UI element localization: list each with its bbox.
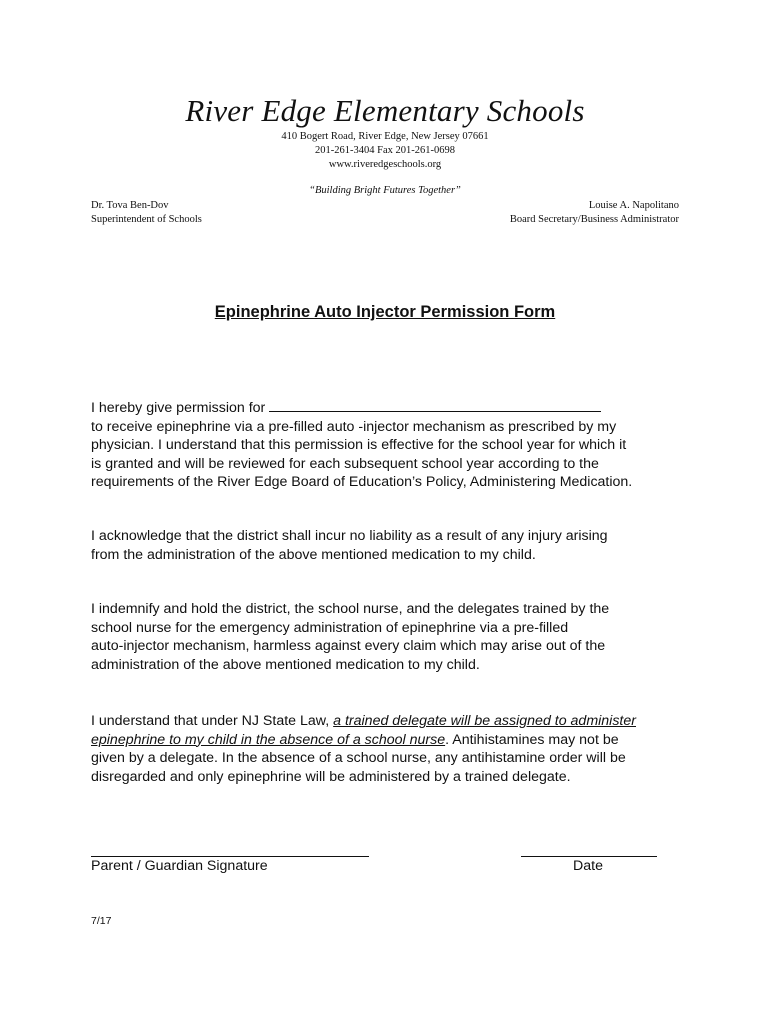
superintendent-title: Superintendent of Schools bbox=[91, 214, 202, 225]
paragraph-line: I indemnify and hold the district, the school nurse, and the delegates trained by the bbox=[91, 601, 610, 617]
paragraph-line bbox=[91, 731, 691, 750]
paragraph-line: I acknowledge that the district shall incur no liability as a result of any injury arising bbox=[91, 528, 608, 544]
form-title: Epinephrine Auto Injector Permission Form bbox=[214, 303, 556, 321]
school-website[interactable]: www.riveredgeschools.org bbox=[328, 159, 442, 170]
paragraph-line: to receive epinephrine via a pre-filled auto -injector mechanism as prescribed by my bbox=[91, 418, 617, 435]
liability-paragraph bbox=[91, 527, 691, 564]
paragraph-line: auto-injector mechanism, harmless against every claim which may arise out of the bbox=[91, 638, 606, 654]
school-name: River Edge Elementary Schools bbox=[185, 93, 585, 128]
parent-signature-label: Parent / Guardian Signature bbox=[91, 858, 268, 874]
form-revision-code: 7/17 bbox=[91, 915, 112, 927]
antihistamine-text: . Antihistamines may not be bbox=[445, 731, 619, 748]
child-name-field[interactable] bbox=[269, 398, 601, 412]
parent-signature-field[interactable] bbox=[91, 856, 369, 857]
date-field[interactable] bbox=[521, 856, 657, 857]
school-address: 410 Bogert Road, River Edge, New Jersey 07661 bbox=[281, 131, 489, 142]
paragraph-line: requirements of the River Edge Board of Education’s Policy, Administering Medication. bbox=[91, 474, 633, 490]
delegate-paragraph bbox=[91, 712, 691, 786]
permission-paragraph bbox=[91, 398, 691, 492]
paragraph-line: administration of the above mentioned medication to my child. bbox=[91, 656, 480, 673]
indemnify-paragraph bbox=[91, 600, 691, 674]
permission-lead-line bbox=[91, 398, 691, 418]
business-administrator-title: Board Secretary/Business Administrator bbox=[509, 214, 679, 225]
paragraph-line: given by a delegate. In the absence of a school nurse, any antihistamine order will be bbox=[91, 750, 626, 766]
delegate-emphasis-text-2: epinephrine to my child in the absence of a school nurse bbox=[91, 731, 446, 748]
delegate-intro-text: I understand that under NJ State Law, bbox=[91, 713, 334, 729]
superintendent-name: Dr. Tova Ben-Dov bbox=[91, 200, 169, 211]
paragraph-line: school nurse for the emergency administration of epinephrine via a pre-filled bbox=[91, 619, 569, 636]
paragraph-line bbox=[91, 712, 691, 731]
business-administrator-block bbox=[510, 199, 679, 227]
paragraph-line: is granted and will be reviewed for each subsequent school year according to the bbox=[91, 455, 599, 472]
business-administrator-name: Louise A. Napolitano bbox=[588, 200, 679, 211]
paragraph-line: disregarded and only epinephrine will be administered by a trained delegate. bbox=[91, 768, 571, 785]
permission-lead-text: I hereby give permission for bbox=[91, 400, 270, 416]
superintendent-block bbox=[91, 199, 202, 227]
school-motto: “Building Bright Futures Together” bbox=[309, 185, 461, 196]
paragraph-line: from the administration of the above mentioned medication to my child. bbox=[91, 546, 536, 563]
date-label: Date bbox=[573, 858, 603, 874]
paragraph-line: physician. I understand that this permission is effective for the school year for which it bbox=[91, 437, 627, 453]
phone-fax: 201-261-3404 Fax 201-261-0698 bbox=[315, 145, 455, 156]
delegate-emphasis-text: a trained delegate will be assigned to administer bbox=[333, 713, 636, 729]
